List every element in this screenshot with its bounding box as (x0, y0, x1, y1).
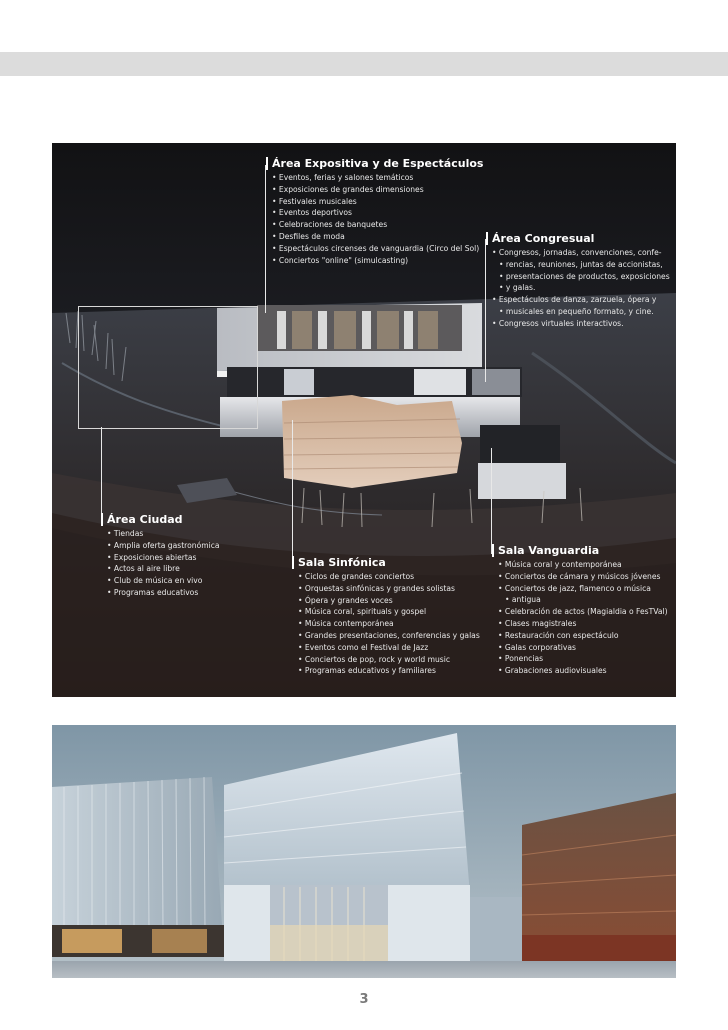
pointer-expositiva (265, 165, 266, 313)
header-band (0, 52, 728, 76)
area-expositiva-list (272, 172, 483, 266)
page-number: 3 (359, 992, 369, 1007)
list-item: • Congresos virtuales interactivos. (492, 318, 670, 330)
area-congresual-label (492, 232, 670, 330)
list-item: • Galas corporativas (498, 642, 668, 654)
area-ciudad-list (107, 528, 220, 599)
list-item: • Música coral y contemporánea (498, 559, 668, 571)
list-item: • Ponencias (498, 653, 668, 665)
building-exterior-illustration (52, 725, 676, 978)
pointer-vanguardia (491, 448, 492, 554)
list-item: • Conciertos "online" (simulcasting) (272, 255, 483, 267)
list-item: • Exposiciones de grandes dimensiones (272, 184, 483, 196)
pointer-congresual (485, 239, 486, 382)
aerial-model-photo (52, 143, 676, 697)
list-item: • Orquestas sinfónicas y grandes solistas (298, 583, 480, 595)
list-item: • musicales en pequeño formato, y cine. (492, 306, 670, 318)
area-expositiva-label (272, 157, 483, 266)
sala-vanguardia-list (498, 559, 668, 677)
list-item: • Exposiciones abiertas (107, 552, 220, 564)
list-item: • Club de música en vivo (107, 575, 220, 587)
area-ciudad-highlight-box (78, 306, 258, 429)
list-item: • Espectáculos circenses de vanguardia (Circo del Sol) (272, 243, 483, 255)
list-item: • antigua (498, 594, 668, 606)
building-exterior-photo (52, 725, 676, 978)
sala-sinfonica-list (298, 571, 480, 677)
list-item: • Música coral, spirituals y gospel (298, 606, 480, 618)
list-item: • Conciertos de jazz, flamenco o música (498, 583, 668, 595)
list-item: • Espectáculos de danza, zarzuela, ópera y (492, 294, 670, 306)
list-item: • Celebraciones de banquetes (272, 219, 483, 231)
sala-vanguardia-label (498, 544, 668, 677)
list-item: • Programas educativos y familiares (298, 665, 480, 677)
list-item: • Ópera y grandes voces (298, 595, 480, 607)
list-item: • Desfiles de moda (272, 231, 483, 243)
list-item: • Eventos como el Festival de Jazz (298, 642, 480, 654)
area-ciudad-label (107, 513, 220, 599)
list-item: • Actos al aire libre (107, 563, 220, 575)
area-congresual-title: Área Congresual (486, 232, 670, 245)
list-item: • Conciertos de pop, rock y world music (298, 654, 480, 666)
list-item: • Restauración con espectáculo (498, 630, 668, 642)
list-item: • Congresos, jornadas, convenciones, confe- (492, 247, 670, 259)
list-item: • Eventos, ferias y salones temáticos (272, 172, 483, 184)
list-item: • Clases magistrales (498, 618, 668, 630)
list-item: • Conciertos de cámara y músicos jóvenes (498, 571, 668, 583)
list-item: • Programas educativos (107, 587, 220, 599)
area-congresual-list (492, 247, 670, 330)
list-item: • Ciclos de grandes conciertos (298, 571, 480, 583)
list-item: • Eventos deportivos (272, 207, 483, 219)
list-item: • presentaciones de productos, exposiciones (492, 271, 670, 283)
list-item: • Grandes presentaciones, conferencias y galas (298, 630, 480, 642)
area-expositiva-title: Área Expositiva y de Espectáculos (266, 157, 483, 170)
area-ciudad-title: Área Ciudad (101, 513, 220, 526)
pointer-ciudad (101, 427, 102, 519)
list-item: • Amplia oferta gastronómica (107, 540, 220, 552)
list-item: • Festivales musicales (272, 196, 483, 208)
list-item: • Grabaciones audiovisuales (498, 665, 668, 677)
sala-sinfonica-title: Sala Sinfónica (292, 556, 480, 569)
list-item: • rencias, reuniones, juntas de accionistas, (492, 259, 670, 271)
sala-sinfonica-label (298, 556, 480, 677)
sala-vanguardia-title: Sala Vanguardia (492, 544, 668, 557)
list-item: • Tiendas (107, 528, 220, 540)
list-item: • y galas. (492, 282, 670, 294)
pointer-sinfonica (292, 420, 293, 561)
list-item: • Celebración de actos (Magialdia o FesTVal) (498, 606, 668, 618)
list-item: • Música contemporánea (298, 618, 480, 630)
